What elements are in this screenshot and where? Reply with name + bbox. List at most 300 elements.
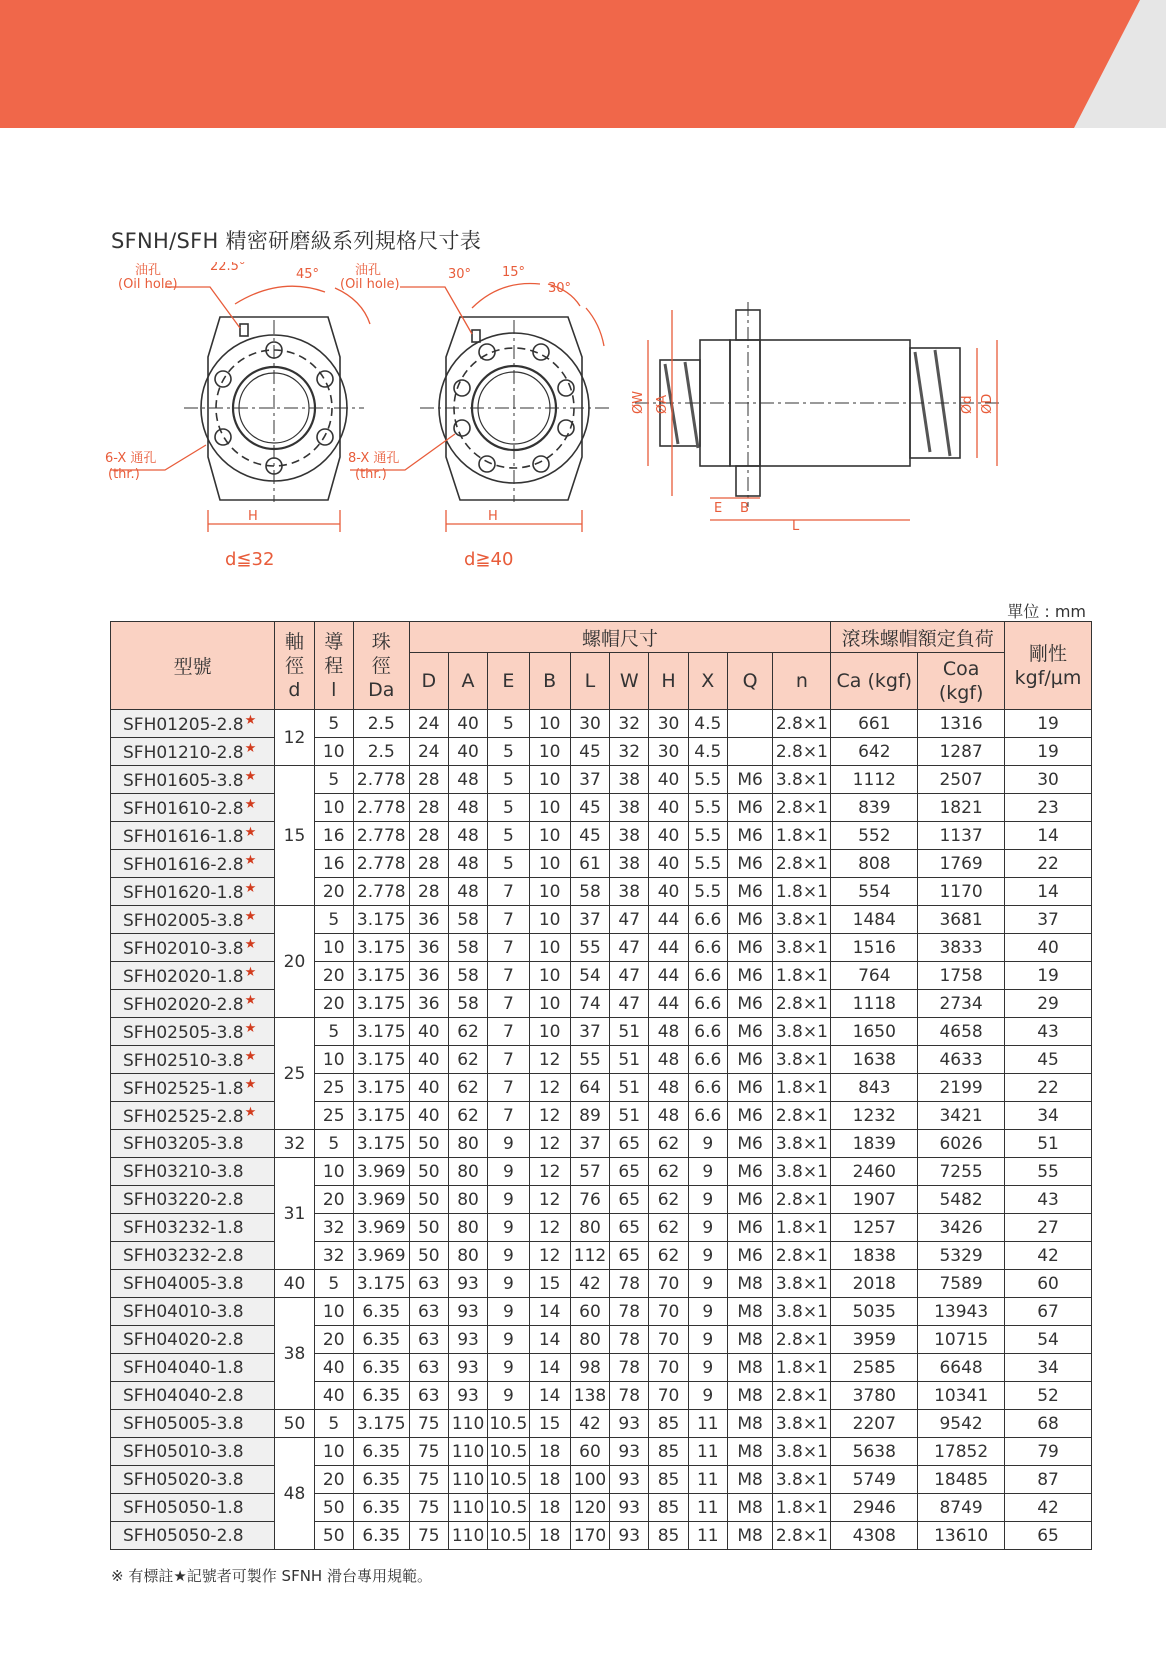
cell-coa: 4658 bbox=[918, 1018, 1005, 1046]
cell-k: 42 bbox=[1005, 1242, 1092, 1270]
table-row bbox=[111, 990, 1092, 1018]
cell-w: 65 bbox=[610, 1158, 649, 1186]
cell-w: 32 bbox=[610, 738, 649, 766]
h-dim-mid: H bbox=[488, 509, 498, 524]
cell-l: 30 bbox=[570, 710, 609, 738]
cell-x: 4.5 bbox=[688, 738, 727, 766]
nut-side-view bbox=[635, 302, 1000, 507]
cell-w: 51 bbox=[610, 1102, 649, 1130]
star-icon: ★ bbox=[244, 1048, 257, 1064]
spec-table bbox=[110, 621, 1092, 1550]
table-row bbox=[111, 1018, 1092, 1046]
table-row bbox=[111, 1298, 1092, 1326]
table-row bbox=[111, 710, 1092, 738]
cell-ca: 661 bbox=[831, 710, 918, 738]
cell-q: M8 bbox=[727, 1326, 772, 1354]
cell-a: 110 bbox=[448, 1410, 487, 1438]
cell-n: 3.8×1 bbox=[773, 1158, 831, 1186]
cell-ca: 3780 bbox=[831, 1382, 918, 1410]
cell-ca: 1112 bbox=[831, 766, 918, 794]
table-row bbox=[111, 962, 1092, 990]
cell-e: 5 bbox=[488, 850, 529, 878]
cell-e: 9 bbox=[488, 1298, 529, 1326]
cell-e: 7 bbox=[488, 1102, 529, 1130]
cell-a: 58 bbox=[448, 990, 487, 1018]
table-row bbox=[111, 1186, 1092, 1214]
cell-da: 3.175 bbox=[353, 1270, 409, 1298]
cell-n: 2.8×1 bbox=[773, 990, 831, 1018]
cell-h: 85 bbox=[649, 1410, 688, 1438]
cell-l: 20 bbox=[314, 990, 353, 1018]
cell-l: 42 bbox=[570, 1410, 609, 1438]
cell-k: 45 bbox=[1005, 1046, 1092, 1074]
model-name: SFH05020-3.8 bbox=[123, 1469, 244, 1490]
table-row bbox=[111, 1074, 1092, 1102]
cell-da: 3.969 bbox=[353, 1186, 409, 1214]
cell-coa: 13610 bbox=[918, 1522, 1005, 1550]
cell-b: 10 bbox=[529, 850, 570, 878]
cell-coa: 9542 bbox=[918, 1410, 1005, 1438]
cell-q: M8 bbox=[727, 1438, 772, 1466]
header-shaft-dia: 軸 徑 d bbox=[275, 622, 314, 710]
cell-h: 48 bbox=[649, 1018, 688, 1046]
cell-ca: 1839 bbox=[831, 1130, 918, 1158]
cell-q: M8 bbox=[727, 1382, 772, 1410]
cell-b: 12 bbox=[529, 1186, 570, 1214]
cell-q: M6 bbox=[727, 794, 772, 822]
cell-h: 44 bbox=[649, 906, 688, 934]
cell-d: 50 bbox=[409, 1242, 448, 1270]
cell-n: 2.8×1 bbox=[773, 1186, 831, 1214]
model-name: SFH04040-1.8 bbox=[123, 1357, 244, 1378]
shaft-dia-cell: 12 bbox=[275, 710, 314, 766]
caption-small: d≦32 bbox=[225, 549, 275, 570]
cell-da: 6.35 bbox=[353, 1298, 409, 1326]
star-icon: ★ bbox=[244, 852, 257, 868]
cell-k: 60 bbox=[1005, 1270, 1092, 1298]
cell-e: 7 bbox=[488, 906, 529, 934]
cell-h: 70 bbox=[649, 1354, 688, 1382]
model-cell bbox=[111, 1410, 275, 1438]
model-name: SFH03220-2.8 bbox=[123, 1189, 244, 1210]
cell-ca: 1257 bbox=[831, 1214, 918, 1242]
cell-n: 2.8×1 bbox=[773, 850, 831, 878]
model-cell bbox=[111, 710, 275, 738]
cell-b: 14 bbox=[529, 1326, 570, 1354]
cell-b: 18 bbox=[529, 1494, 570, 1522]
cell-q: M8 bbox=[727, 1298, 772, 1326]
cell-l: 50 bbox=[314, 1494, 353, 1522]
cell-ca: 839 bbox=[831, 794, 918, 822]
cell-da: 6.35 bbox=[353, 1438, 409, 1466]
cell-k: 19 bbox=[1005, 738, 1092, 766]
cell-coa: 5329 bbox=[918, 1242, 1005, 1270]
cell-x: 5.5 bbox=[688, 850, 727, 878]
cell-da: 2.778 bbox=[353, 850, 409, 878]
cell-q: M6 bbox=[727, 906, 772, 934]
cell-b: 10 bbox=[529, 766, 570, 794]
cell-e: 7 bbox=[488, 962, 529, 990]
cell-a: 80 bbox=[448, 1214, 487, 1242]
model-name: SFH04020-2.8 bbox=[123, 1329, 244, 1350]
cell-w: 93 bbox=[610, 1494, 649, 1522]
cell-k: 87 bbox=[1005, 1466, 1092, 1494]
model-cell bbox=[111, 1354, 275, 1382]
cell-n: 2.8×1 bbox=[773, 1382, 831, 1410]
w-dia-label: ØW bbox=[631, 390, 646, 414]
cell-x: 9 bbox=[688, 1158, 727, 1186]
cell-a: 48 bbox=[448, 822, 487, 850]
cell-ca: 843 bbox=[831, 1074, 918, 1102]
thru-hole-label-mid: 8-X 通孔 bbox=[348, 451, 400, 466]
header-col-X: X bbox=[688, 653, 727, 710]
cell-coa: 1758 bbox=[918, 962, 1005, 990]
cell-l: 80 bbox=[570, 1326, 609, 1354]
cell-d: 50 bbox=[409, 1158, 448, 1186]
cell-e: 7 bbox=[488, 878, 529, 906]
cell-w: 47 bbox=[610, 906, 649, 934]
cell-h: 48 bbox=[649, 1074, 688, 1102]
cell-h: 48 bbox=[649, 1046, 688, 1074]
cell-e: 5 bbox=[488, 794, 529, 822]
shaft-dia-cell: 31 bbox=[275, 1158, 314, 1270]
cell-l: 20 bbox=[314, 1466, 353, 1494]
star-icon: ★ bbox=[244, 880, 257, 896]
cell-q: M6 bbox=[727, 1018, 772, 1046]
cell-l: 16 bbox=[314, 822, 353, 850]
cell-n: 3.8×1 bbox=[773, 934, 831, 962]
model-name: SFH01620-1.8 bbox=[123, 882, 244, 903]
model-name: SFH02525-1.8 bbox=[123, 1078, 244, 1099]
cell-da: 6.35 bbox=[353, 1382, 409, 1410]
cell-coa: 8749 bbox=[918, 1494, 1005, 1522]
cell-n: 3.8×1 bbox=[773, 1298, 831, 1326]
cell-w: 38 bbox=[610, 766, 649, 794]
cell-e: 10.5 bbox=[488, 1466, 529, 1494]
table-row bbox=[111, 1270, 1092, 1298]
star-icon: ★ bbox=[244, 712, 257, 728]
cell-h: 62 bbox=[649, 1158, 688, 1186]
cell-da: 3.175 bbox=[353, 906, 409, 934]
model-cell bbox=[111, 1298, 275, 1326]
cell-q: M6 bbox=[727, 962, 772, 990]
header-col-B: B bbox=[529, 653, 570, 710]
cell-ca: 2585 bbox=[831, 1354, 918, 1382]
d-dia-label: Ød bbox=[960, 395, 975, 414]
cell-w: 93 bbox=[610, 1438, 649, 1466]
table-row bbox=[111, 1242, 1092, 1270]
star-icon: ★ bbox=[244, 964, 257, 980]
a-dia-label: ØA bbox=[655, 394, 670, 414]
header-nut-dims: 螺帽尺寸 bbox=[409, 622, 831, 653]
cell-da: 6.35 bbox=[353, 1354, 409, 1382]
cell-l: 112 bbox=[570, 1242, 609, 1270]
cell-coa: 18485 bbox=[918, 1466, 1005, 1494]
cell-coa: 17852 bbox=[918, 1438, 1005, 1466]
cell-coa: 3681 bbox=[918, 906, 1005, 934]
cell-x: 9 bbox=[688, 1242, 727, 1270]
cell-w: 51 bbox=[610, 1018, 649, 1046]
model-cell bbox=[111, 1158, 275, 1186]
cell-l: 76 bbox=[570, 1186, 609, 1214]
cell-ca: 808 bbox=[831, 850, 918, 878]
cell-d: 28 bbox=[409, 822, 448, 850]
cell-q: M8 bbox=[727, 1494, 772, 1522]
cell-da: 3.175 bbox=[353, 1410, 409, 1438]
cell-da: 3.175 bbox=[353, 1018, 409, 1046]
cell-coa: 1821 bbox=[918, 794, 1005, 822]
cell-x: 11 bbox=[688, 1494, 727, 1522]
shaft-dia-cell: 38 bbox=[275, 1298, 314, 1410]
cell-x: 6.6 bbox=[688, 962, 727, 990]
cell-h: 48 bbox=[649, 1102, 688, 1130]
cell-coa: 2734 bbox=[918, 990, 1005, 1018]
cell-h: 40 bbox=[649, 850, 688, 878]
angle-label-mid-a: 30° bbox=[448, 267, 472, 282]
cell-d: 63 bbox=[409, 1354, 448, 1382]
cell-h: 70 bbox=[649, 1382, 688, 1410]
thru-hole-en-mid: (thr.) bbox=[355, 467, 387, 482]
angle-label-mid-c: 30° bbox=[548, 281, 572, 296]
cell-a: 48 bbox=[448, 766, 487, 794]
cell-k: 34 bbox=[1005, 1354, 1092, 1382]
cell-coa: 3426 bbox=[918, 1214, 1005, 1242]
footnote: ※ 有標註★記號者可製作 SFNH 滑台專用規範。 bbox=[111, 1567, 432, 1585]
cell-n: 2.8×1 bbox=[773, 1102, 831, 1130]
cell-l: 10 bbox=[314, 794, 353, 822]
cell-da: 3.969 bbox=[353, 1242, 409, 1270]
cell-l: 55 bbox=[570, 1046, 609, 1074]
cell-d: 36 bbox=[409, 962, 448, 990]
cell-e: 10.5 bbox=[488, 1522, 529, 1550]
cell-k: 43 bbox=[1005, 1186, 1092, 1214]
cell-x: 11 bbox=[688, 1410, 727, 1438]
model-name: SFH01616-2.8 bbox=[123, 854, 244, 875]
cell-coa: 1170 bbox=[918, 878, 1005, 906]
table-row bbox=[111, 1494, 1092, 1522]
e-dim: E bbox=[714, 501, 723, 516]
cell-w: 47 bbox=[610, 962, 649, 990]
cell-ca: 552 bbox=[831, 822, 918, 850]
cell-x: 9 bbox=[688, 1382, 727, 1410]
cell-l: 58 bbox=[570, 878, 609, 906]
cell-b: 14 bbox=[529, 1298, 570, 1326]
cell-n: 3.8×1 bbox=[773, 1410, 831, 1438]
model-cell bbox=[111, 934, 275, 962]
header-coa: Coa (kgf) bbox=[918, 653, 1005, 710]
cell-h: 85 bbox=[649, 1438, 688, 1466]
cell-a: 110 bbox=[448, 1494, 487, 1522]
cell-a: 80 bbox=[448, 1130, 487, 1158]
cell-a: 48 bbox=[448, 850, 487, 878]
header-col-H: H bbox=[649, 653, 688, 710]
cell-d: 40 bbox=[409, 1074, 448, 1102]
cell-n: 2.8×1 bbox=[773, 738, 831, 766]
cell-l: 25 bbox=[314, 1074, 353, 1102]
cell-h: 62 bbox=[649, 1186, 688, 1214]
table-row bbox=[111, 766, 1092, 794]
model-name: SFH02505-3.8 bbox=[123, 1022, 244, 1043]
star-icon: ★ bbox=[244, 1020, 257, 1036]
cell-n: 1.8×1 bbox=[773, 1074, 831, 1102]
cell-a: 110 bbox=[448, 1522, 487, 1550]
cell-coa: 10341 bbox=[918, 1382, 1005, 1410]
D-dia-label: ØD bbox=[980, 393, 995, 414]
model-cell bbox=[111, 1326, 275, 1354]
cell-e: 9 bbox=[488, 1270, 529, 1298]
cell-d: 63 bbox=[409, 1382, 448, 1410]
cell-w: 65 bbox=[610, 1214, 649, 1242]
cell-x: 5.5 bbox=[688, 878, 727, 906]
oil-hole-en-mid: (Oil hole) bbox=[340, 277, 400, 292]
shaft-dia-cell: 15 bbox=[275, 766, 314, 906]
cell-ca: 2207 bbox=[831, 1410, 918, 1438]
cell-l: 100 bbox=[570, 1466, 609, 1494]
model-cell bbox=[111, 1382, 275, 1410]
cell-l: 45 bbox=[570, 738, 609, 766]
model-name: SFH01205-2.8 bbox=[123, 714, 244, 735]
cell-w: 38 bbox=[610, 850, 649, 878]
cell-h: 62 bbox=[649, 1130, 688, 1158]
cell-d: 50 bbox=[409, 1214, 448, 1242]
cell-a: 80 bbox=[448, 1242, 487, 1270]
cell-a: 40 bbox=[448, 710, 487, 738]
cell-coa: 3421 bbox=[918, 1102, 1005, 1130]
cell-ca: 1118 bbox=[831, 990, 918, 1018]
cell-x: 5.5 bbox=[688, 822, 727, 850]
cell-e: 7 bbox=[488, 990, 529, 1018]
cell-coa: 3833 bbox=[918, 934, 1005, 962]
cell-x: 9 bbox=[688, 1298, 727, 1326]
cell-x: 9 bbox=[688, 1186, 727, 1214]
cell-n: 3.8×1 bbox=[773, 1438, 831, 1466]
cell-n: 1.8×1 bbox=[773, 1354, 831, 1382]
star-icon: ★ bbox=[244, 740, 257, 756]
model-name: SFH04005-3.8 bbox=[123, 1273, 244, 1294]
cell-da: 3.175 bbox=[353, 962, 409, 990]
cell-d: 63 bbox=[409, 1326, 448, 1354]
cell-coa: 6026 bbox=[918, 1130, 1005, 1158]
model-name: SFH02510-3.8 bbox=[123, 1050, 244, 1071]
model-name: SFH05050-2.8 bbox=[123, 1525, 244, 1546]
cell-n: 3.8×1 bbox=[773, 1270, 831, 1298]
cell-a: 80 bbox=[448, 1186, 487, 1214]
cell-a: 62 bbox=[448, 1046, 487, 1074]
model-cell bbox=[111, 878, 275, 906]
cell-l: 5 bbox=[314, 1410, 353, 1438]
cell-ca: 5638 bbox=[831, 1438, 918, 1466]
cell-a: 110 bbox=[448, 1438, 487, 1466]
cell-q: M8 bbox=[727, 1466, 772, 1494]
oil-hole-label-mid: 油孔 bbox=[355, 263, 382, 278]
cell-l: 5 bbox=[314, 1270, 353, 1298]
shaft-dia-cell: 25 bbox=[275, 1018, 314, 1130]
cell-b: 10 bbox=[529, 822, 570, 850]
cell-e: 10.5 bbox=[488, 1410, 529, 1438]
cell-a: 48 bbox=[448, 878, 487, 906]
cell-d: 50 bbox=[409, 1130, 448, 1158]
cell-l: 57 bbox=[570, 1158, 609, 1186]
cell-e: 7 bbox=[488, 1074, 529, 1102]
table-row bbox=[111, 906, 1092, 934]
cell-b: 10 bbox=[529, 710, 570, 738]
cell-coa: 1137 bbox=[918, 822, 1005, 850]
shaft-dia-cell: 20 bbox=[275, 906, 314, 1018]
cell-e: 9 bbox=[488, 1214, 529, 1242]
cell-da: 2.5 bbox=[353, 738, 409, 766]
cell-l: 5 bbox=[314, 1130, 353, 1158]
cell-q: M6 bbox=[727, 934, 772, 962]
model-cell bbox=[111, 766, 275, 794]
cell-coa: 7255 bbox=[918, 1158, 1005, 1186]
shaft-dia-cell: 48 bbox=[275, 1438, 314, 1550]
cell-b: 12 bbox=[529, 1158, 570, 1186]
cell-ca: 1650 bbox=[831, 1018, 918, 1046]
cell-coa: 1287 bbox=[918, 738, 1005, 766]
cell-n: 2.8×1 bbox=[773, 710, 831, 738]
cell-da: 2.5 bbox=[353, 710, 409, 738]
shaft-dia-cell: 40 bbox=[275, 1270, 314, 1298]
cell-n: 1.8×1 bbox=[773, 822, 831, 850]
cell-ca: 642 bbox=[831, 738, 918, 766]
model-cell bbox=[111, 822, 275, 850]
cell-l: 5 bbox=[314, 906, 353, 934]
cell-da: 3.175 bbox=[353, 1074, 409, 1102]
cell-l: 10 bbox=[314, 1046, 353, 1074]
cell-a: 58 bbox=[448, 962, 487, 990]
cell-h: 44 bbox=[649, 934, 688, 962]
cell-k: 14 bbox=[1005, 878, 1092, 906]
cell-e: 9 bbox=[488, 1186, 529, 1214]
cell-da: 6.35 bbox=[353, 1522, 409, 1550]
cell-l: 20 bbox=[314, 878, 353, 906]
cell-e: 10.5 bbox=[488, 1438, 529, 1466]
cell-e: 5 bbox=[488, 710, 529, 738]
header-lead: 導 程 l bbox=[314, 622, 353, 710]
cell-k: 51 bbox=[1005, 1130, 1092, 1158]
model-cell bbox=[111, 1242, 275, 1270]
table-row bbox=[111, 1102, 1092, 1130]
cell-ca: 1516 bbox=[831, 934, 918, 962]
cell-k: 29 bbox=[1005, 990, 1092, 1018]
cell-h: 62 bbox=[649, 1214, 688, 1242]
cell-a: 93 bbox=[448, 1298, 487, 1326]
cell-x: 9 bbox=[688, 1214, 727, 1242]
cell-q: M8 bbox=[727, 1354, 772, 1382]
cell-k: 19 bbox=[1005, 710, 1092, 738]
cell-w: 51 bbox=[610, 1074, 649, 1102]
model-name: SFH01610-2.8 bbox=[123, 798, 244, 819]
cell-w: 47 bbox=[610, 934, 649, 962]
cell-x: 6.6 bbox=[688, 990, 727, 1018]
cell-n: 3.8×1 bbox=[773, 1466, 831, 1494]
b-dim: B bbox=[740, 501, 749, 516]
cell-n: 1.8×1 bbox=[773, 1494, 831, 1522]
banner-orange-band bbox=[0, 0, 1140, 128]
cell-l: 40 bbox=[314, 1354, 353, 1382]
cell-l: 32 bbox=[314, 1242, 353, 1270]
cell-da: 3.969 bbox=[353, 1158, 409, 1186]
table-row bbox=[111, 1046, 1092, 1074]
header-model: 型號 bbox=[111, 622, 275, 710]
header-col-L: L bbox=[570, 653, 609, 710]
table-row bbox=[111, 850, 1092, 878]
cell-l: 89 bbox=[570, 1102, 609, 1130]
table-row bbox=[111, 934, 1092, 962]
cell-b: 12 bbox=[529, 1074, 570, 1102]
cell-n: 2.8×1 bbox=[773, 1242, 831, 1270]
cell-l: 74 bbox=[570, 990, 609, 1018]
